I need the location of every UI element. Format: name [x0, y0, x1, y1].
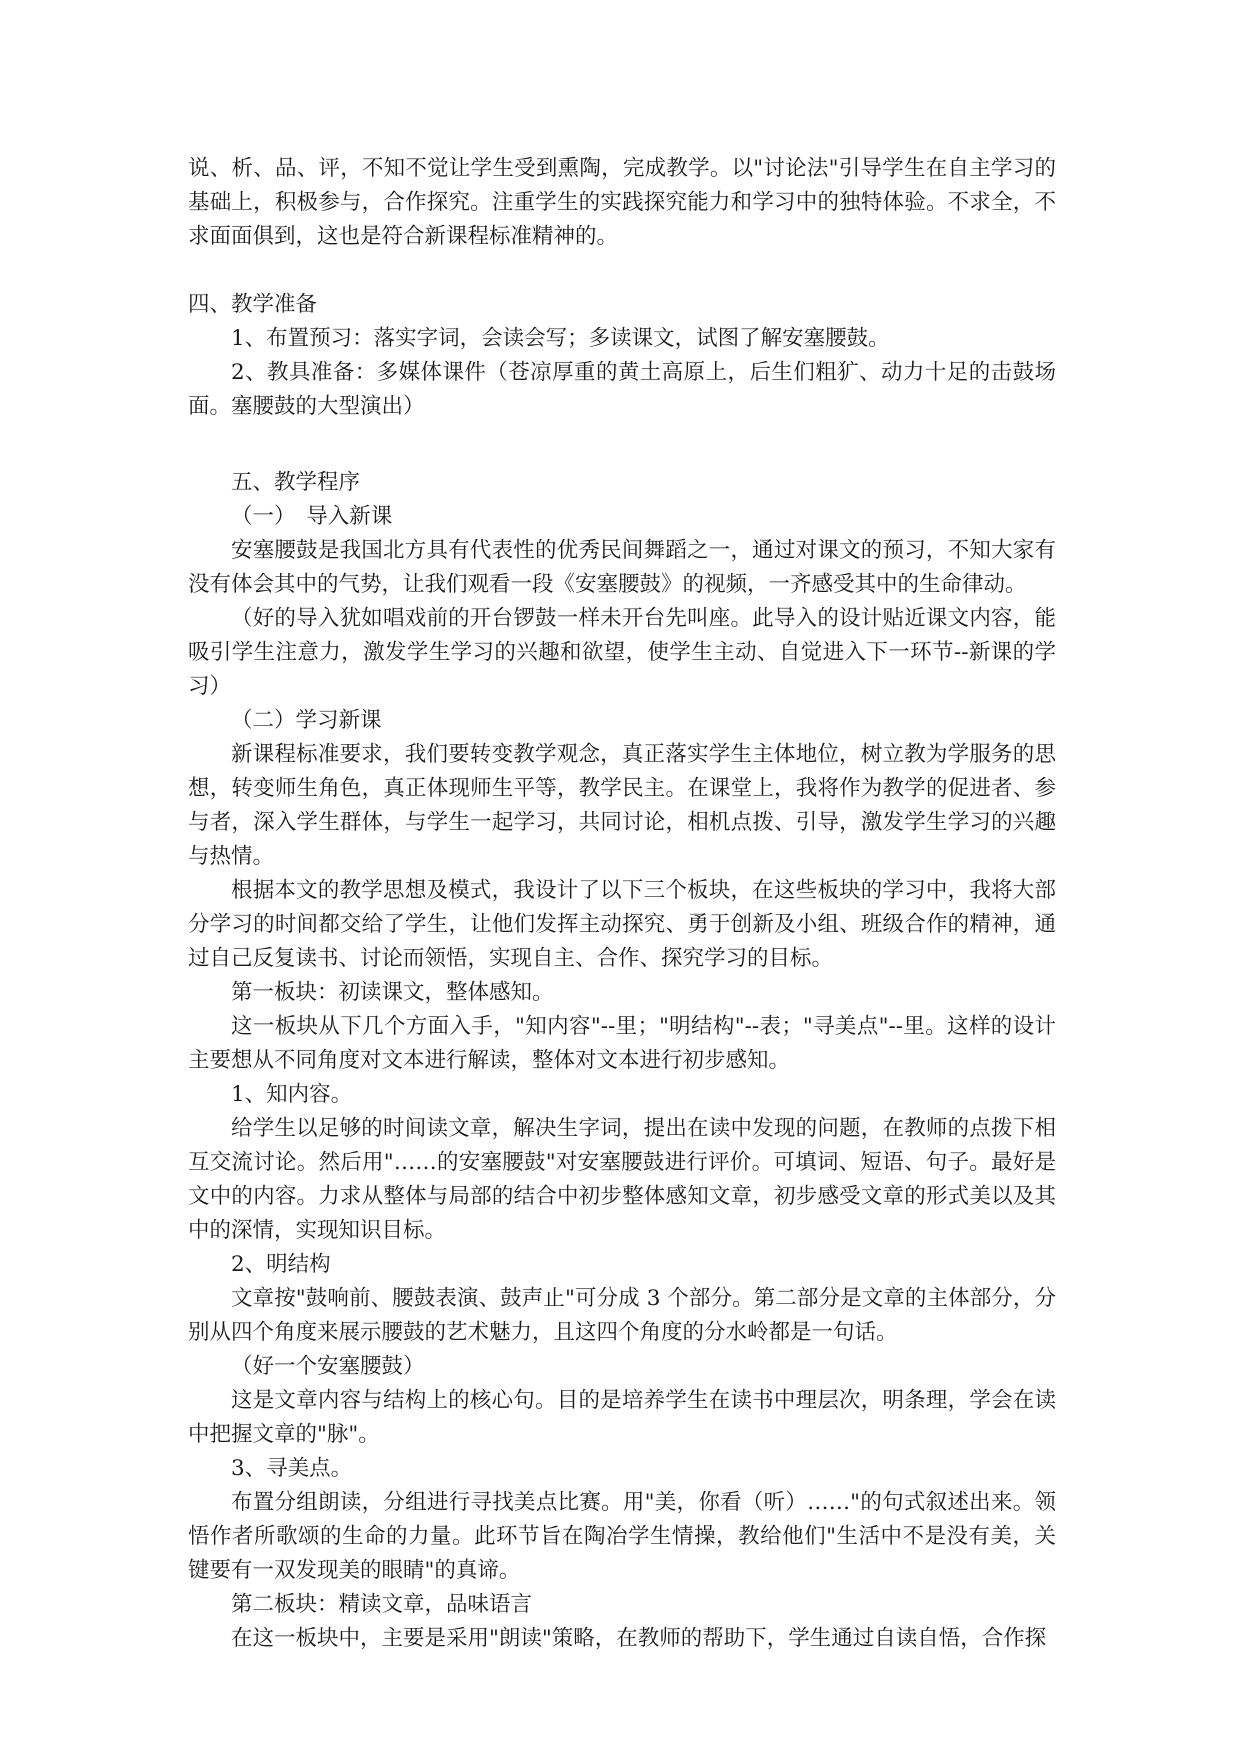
section-heading-preparation: 四、教学准备	[188, 292, 318, 317]
subheading-new-lesson: （二）学习新课	[231, 708, 382, 733]
paragraph-three-blocks: 根据本文的教学思想及模式，我设计了以下三个板块，在这些板块的学习中，我将大部分学习的时间都交给了学生，让他们发挥主动探究、勇于创新及小组、班级合作的精神，通过自己反复读书、讨论而领悟，实现自主、合作、探究学习的目标。	[188, 878, 1056, 971]
paragraph-find-beauty: 布置分组朗读，分组进行寻找美点比赛。用"美，你看（听）……"的句式叙述出来。领悟作者所歌颂的生命的力量。此环节旨在陶冶学生情操，教给他们"生活中不是没有美，关键要有一双发现美的眼睛"的真谛。	[188, 1490, 1056, 1583]
paragraph-preview: 1、布置预习：落实字词，会读会写；多读课文，试图了解安塞腰鼓。	[231, 326, 890, 351]
paragraph-teaching-aids: 2、教具准备：多媒体课件（苍凉厚重的黄土高原上，后生们粗犷、动力十足的击鼓场面。塞腰鼓的大型演出）	[188, 360, 1056, 419]
document-page	[188, 152, 1056, 1656]
item-know-content: 1、知内容。	[231, 1082, 353, 1107]
paragraph-block-one: 这一板块从下几个方面入手，"知内容"--里；"明结构"--表；"寻美点"--里。这样的设计主要想从不同角度对文本进行解读，整体对文本进行初步感知。	[188, 1014, 1056, 1073]
paragraph-introduction: 安塞腰鼓是我国北方具有代表性的优秀民间舞蹈之一，通过对课文的预习，不知大家有没有体会其中的气势，让我们观看一段《安塞腰鼓》的视频，一齐感受其中的生命律动。	[188, 538, 1056, 597]
item-find-beauty: 3、寻美点。	[231, 1456, 353, 1481]
block-one-heading: 第一板块：初读课文，整体感知。	[231, 980, 554, 1005]
spacer	[188, 458, 1056, 466]
paragraph-know-content: 给学生以足够的时间读文章，解决生字词，提出在读中发现的问题，在教师的点拨下相互交流讨论。然后用"……的安塞腰鼓"对安塞腰鼓进行评价。可填词、短语、句子。最好是文中的内容。力求从整体与局部的结合中初步整体感知文章，初步感受文章的形式美以及其中的深情，实现知识目标。	[188, 1116, 1056, 1243]
paragraph-1: 说、析、品、评，不知不觉让学生受到熏陶，完成教学。以"讨论法"引导学生在自主学习的基础上，积极参与，合作探究。注重学生的实践探究能力和学习中的独特体验。不求全，不求面面俱到，这也是符合新课程标准精神的。	[188, 156, 1056, 249]
section-heading-procedure: 五、教学程序	[231, 470, 361, 495]
paragraph-core-sentence: 这是文章内容与结构上的核心句。目的是培养学生在读书中理层次，明条理，学会在读中把握文章的"脉"。	[188, 1388, 1056, 1447]
spacer	[188, 424, 1056, 458]
block-two-heading: 第二板块：精读文章，品味语言	[231, 1592, 533, 1617]
spacer	[188, 254, 1056, 288]
paragraph-key-sentence: （好一个安塞腰鼓）	[231, 1354, 425, 1379]
paragraph-curriculum: 新课程标准要求，我们要转变教学观念，真正落实学生主体地位，树立教为学服务的思想，转变师生角色，真正体现师生平等，教学民主。在课堂上，我将作为教学的促进者、参与者，深入学生群体，与学生一起学习，共同讨论，相机点拨、引导，激发学生学习的兴趣与热情。	[188, 742, 1056, 869]
item-structure: 2、明结构	[231, 1252, 331, 1277]
subheading-introduction: （一） 导入新课	[231, 504, 393, 529]
paragraph-block-two: 在这一板块中，主要是采用"朗读"策略，在教师的帮助下，学生通过自读自悟，合作探	[231, 1626, 1047, 1651]
paragraph-structure: 文章按"鼓响前、腰鼓表演、鼓声止"可分成 3 个部分。第二部分是文章的主体部分，分别从四个角度来展示腰鼓的艺术魅力，且这四个角度的分水岭都是一句话。	[188, 1286, 1056, 1345]
paragraph-introduction-note: （好的导入犹如唱戏前的开台锣鼓一样未开台先叫座。此导入的设计贴近课文内容，能吸引学生注意力，激发学生学习的兴趣和欲望，使学生主动、自觉进入下一环节--新课的学习）	[188, 606, 1056, 699]
